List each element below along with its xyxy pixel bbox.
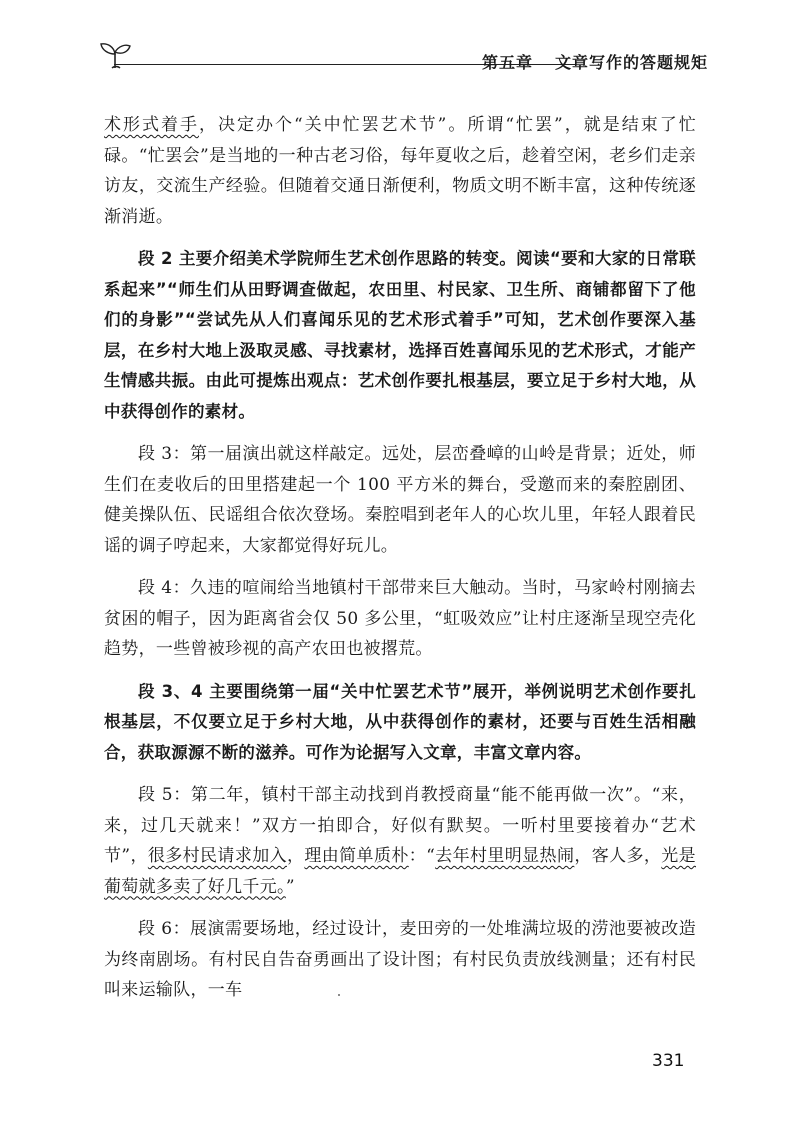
page-header (98, 38, 709, 78)
text-run: 段 5：第二年，镇村干部主动找到肖教授商量“能不能再做一次”。“来，来，过几天就来！”双方一拍即合，好似有默契。一听村里要接着办“艺术节”， (104, 785, 696, 866)
page-number: 331 (652, 1051, 685, 1071)
text-run: ：“ (408, 846, 436, 866)
print-speck (338, 994, 340, 996)
sprout-icon (98, 38, 132, 72)
text-run: ， (287, 846, 305, 866)
text-run: 段 2 主要介绍美术学院师生艺术创作思路的转变。阅读“要和大家的日常联系起来”“师生们从田野调查做起，农田里、村民家、卫生所、商铺都留下了他们的身影”“尝试先从人们喜闻乐见的艺术形式着手”可知，艺术创作要深入基层，在乡村大地上汲取灵感、寻找素材，选择百姓喜闻乐见的艺术形式，才能产生情感共振。由此可提炼出观点：艺术创作要扎根基层，要立足于乡村大地，从中获得创作的素材。 (104, 249, 696, 421)
text-run: 段 4：久违的喧闹给当地镇村干部带来巨大触动。当时，马家岭村刚摘去贫困的帽子，因为距离省会仅 50 多公里，“虹吸效应”让村庄逐渐呈现空壳化趋势，一些曾被珍视的高产农田也被撂荒。 (104, 578, 696, 659)
text-run: ，决定办个“关中忙罢艺术节”。所谓“忙罢”，就是结束了忙碌。“忙罢会”是当地的一种古老习俗，每年夏收之后，趁着空闲，老乡们走亲访友，交流生产经验。但随着交通日渐便利，物质文明不断丰富，这种传统逐渐消逝。 (104, 115, 697, 227)
text-run: 段 3：第一届演出就这样敲定。远处，层峦叠嶂的山岭是背景；近处，师生们在麦收后的田里搭建起一个 100 平方米的舞台，受邀而来的秦腔剧团、健美操队伍、民谣组合依次登场。秦腔唱到老年人的心坎儿里，年轻人跟着民谣的调子哼起来，大家都觉得好玩儿。 (104, 444, 696, 556)
text-run: ，客人多， (574, 846, 662, 866)
body-text (104, 110, 696, 1018)
analysis-paragraph (104, 677, 696, 769)
chapter-heading (482, 50, 708, 73)
excerpt-paragraph (104, 573, 696, 665)
excerpt-paragraph (104, 914, 696, 1006)
underlined-phrase: 术形式着手 (104, 115, 199, 135)
analysis-paragraph (104, 244, 696, 427)
excerpt-paragraph (104, 110, 696, 232)
text-run: 段 6：展演需要场地，经过设计，麦田旁的一处堆满垃圾的涝池要被改造为终南剧场。有村民自告奋勇画出了设计图；有村民负责放线测量；还有村民叫来运输队，一车 (104, 919, 696, 1000)
underlined-phrase: 光是葡萄就多卖了好几千元。 (104, 846, 696, 897)
underlined-phrase: 去年村里明显热闹 (435, 846, 575, 866)
text-run: ” (285, 876, 295, 897)
underlined-phrase: 理由简单质朴 (304, 846, 409, 866)
excerpt-paragraph (104, 439, 696, 561)
text-run: 段 3、4 主要围绕第一届“关中忙罢艺术节”展开，举例说明艺术创作要扎根基层，不仅要立足于乡村大地，从中获得创作的素材，还要与百姓生活相融合，获取源源不断的滋养。可作为论据写入文章，丰富文章内容。 (104, 681, 696, 762)
underlined-phrase: 很多村民请求加入 (147, 846, 287, 866)
chapter-title: 文章写作的答题规矩 (555, 53, 709, 72)
chapter-number: 第五章 (482, 53, 534, 72)
excerpt-paragraph (104, 780, 696, 902)
